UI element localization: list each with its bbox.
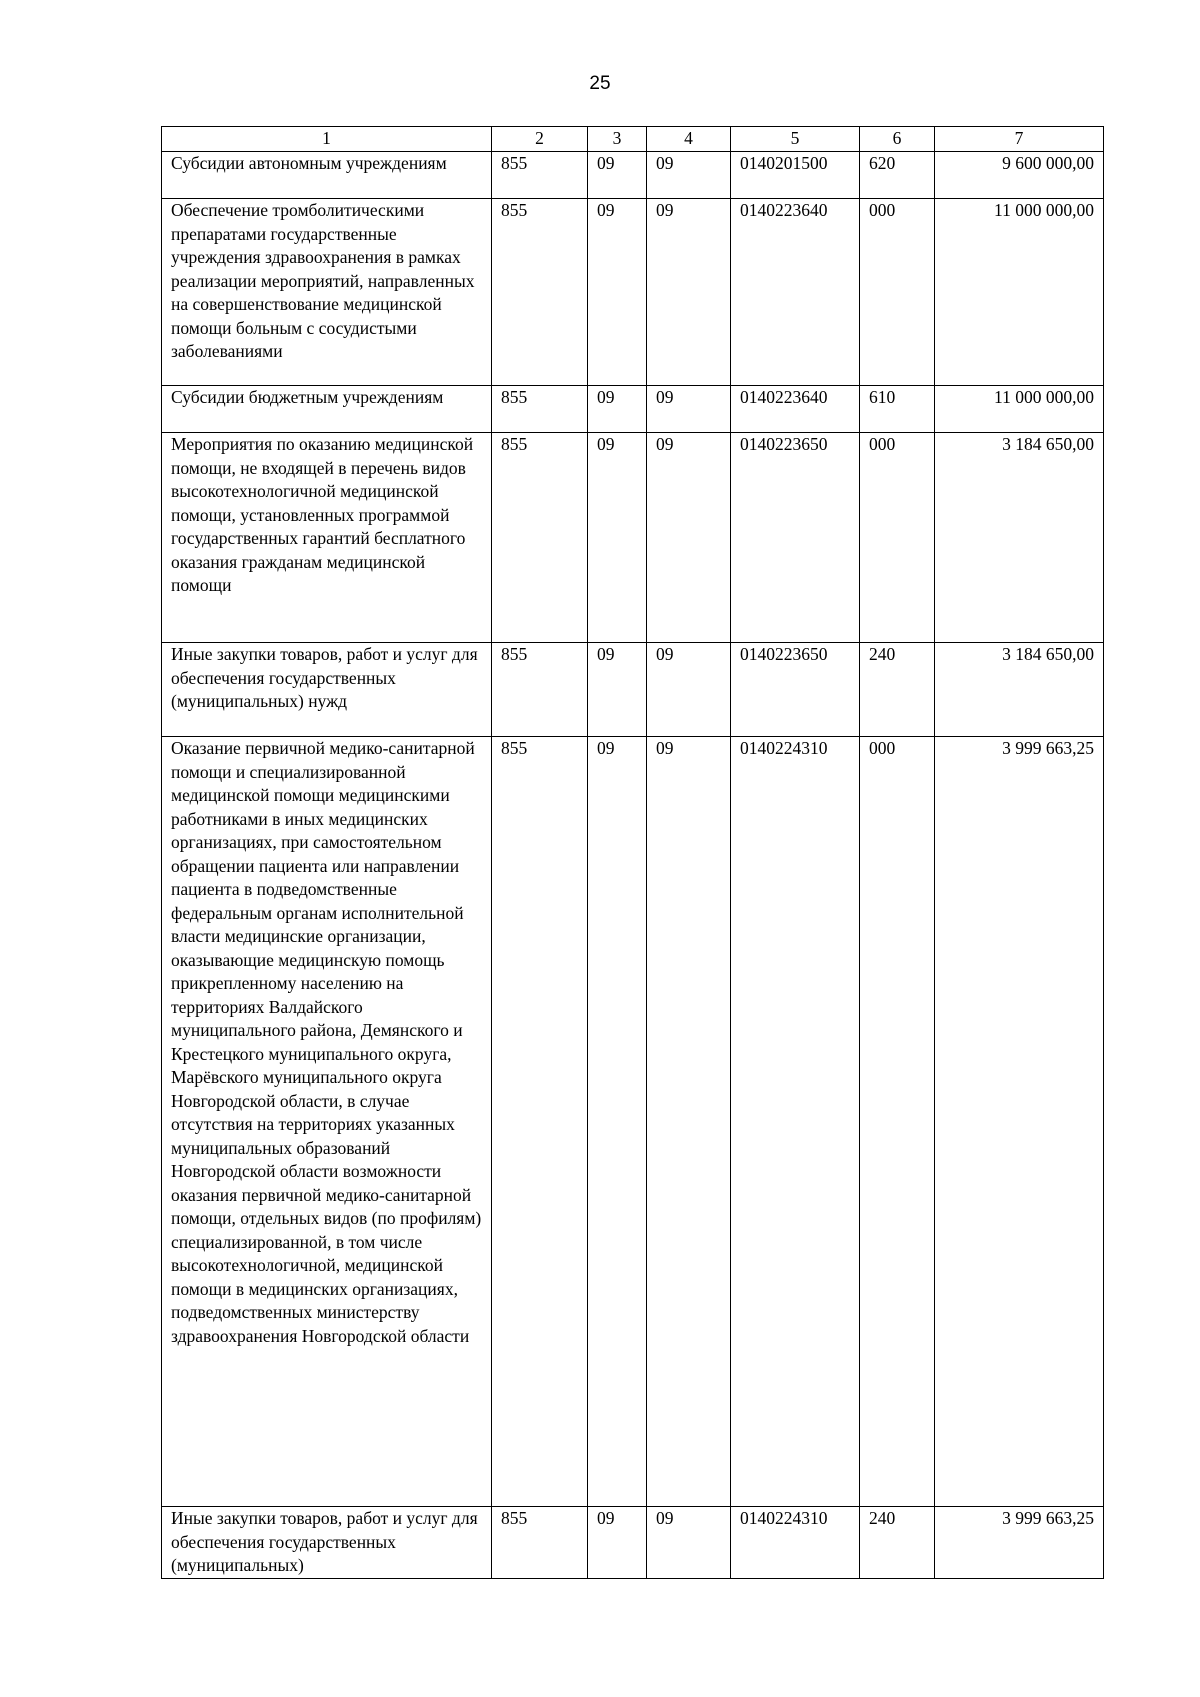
row-code-2: 855 bbox=[492, 152, 588, 199]
row-code-4: 09 bbox=[647, 152, 731, 199]
row-code-3: 09 bbox=[588, 1507, 647, 1579]
row-code-2: 855 bbox=[492, 199, 588, 386]
row-code-4: 09 bbox=[647, 199, 731, 386]
row-description: Иные закупки товаров, работ и услуг для обеспечения государственных (муниципальных) нужд bbox=[162, 643, 492, 737]
table-row bbox=[162, 643, 1104, 737]
column-header: 6 bbox=[860, 127, 935, 152]
row-code-2: 855 bbox=[492, 1507, 588, 1579]
column-header: 1 bbox=[162, 127, 492, 152]
row-code-2: 855 bbox=[492, 386, 588, 433]
row-code-6: 240 bbox=[860, 643, 935, 737]
row-code-4: 09 bbox=[647, 737, 731, 1507]
row-amount: 3 184 650,00 bbox=[935, 433, 1104, 643]
row-amount: 3 999 663,25 bbox=[935, 1507, 1104, 1579]
table-header-row bbox=[162, 127, 1104, 152]
row-amount: 3 999 663,25 bbox=[935, 737, 1104, 1507]
row-code-4: 09 bbox=[647, 386, 731, 433]
row-code-6: 000 bbox=[860, 199, 935, 386]
row-code-2: 855 bbox=[492, 433, 588, 643]
table-row bbox=[162, 433, 1104, 643]
row-code-2: 855 bbox=[492, 643, 588, 737]
row-code-5: 0140223650 bbox=[731, 433, 860, 643]
row-description: Обеспечение тромболитическими препаратами государственные учреждения здравоохранения в рамках реализации мероприятий, направленных на совершенствование медицинской помощи больным с сосудистыми заболеваниями bbox=[162, 199, 492, 386]
table-row bbox=[162, 386, 1104, 433]
row-code-3: 09 bbox=[588, 737, 647, 1507]
column-header: 2 bbox=[492, 127, 588, 152]
row-description: Мероприятия по оказанию медицинской помощи, не входящей в перечень видов высокотехнологичной медицинской помощи, установленных программой государственных гарантий бесплатного оказания гражданам медицинской помощи bbox=[162, 433, 492, 643]
row-code-6: 610 bbox=[860, 386, 935, 433]
row-code-3: 09 bbox=[588, 433, 647, 643]
row-amount: 3 184 650,00 bbox=[935, 643, 1104, 737]
table-row bbox=[162, 152, 1104, 199]
row-code-6: 000 bbox=[860, 433, 935, 643]
table-row bbox=[162, 1507, 1104, 1579]
row-code-3: 09 bbox=[588, 386, 647, 433]
column-header: 5 bbox=[731, 127, 860, 152]
column-header: 3 bbox=[588, 127, 647, 152]
row-description: Иные закупки товаров, работ и услуг для обеспечения государственных (муниципальных) bbox=[162, 1507, 492, 1579]
row-code-5: 0140224310 bbox=[731, 737, 860, 1507]
row-description: Субсидии автономным учреждениям bbox=[162, 152, 492, 199]
row-code-6: 240 bbox=[860, 1507, 935, 1579]
page-number: 25 bbox=[589, 73, 611, 94]
row-code-5: 0140224310 bbox=[731, 1507, 860, 1579]
row-code-5: 0140223640 bbox=[731, 386, 860, 433]
row-code-4: 09 bbox=[647, 643, 731, 737]
row-code-4: 09 bbox=[647, 1507, 731, 1579]
budget-table bbox=[161, 126, 1104, 1579]
row-amount: 11 000 000,00 bbox=[935, 386, 1104, 433]
row-code-2: 855 bbox=[492, 737, 588, 1507]
row-code-3: 09 bbox=[588, 199, 647, 386]
row-code-5: 0140223640 bbox=[731, 199, 860, 386]
table-row bbox=[162, 737, 1104, 1507]
row-code-5: 0140201500 bbox=[731, 152, 860, 199]
row-code-3: 09 bbox=[588, 643, 647, 737]
row-amount: 11 000 000,00 bbox=[935, 199, 1104, 386]
column-header: 4 bbox=[647, 127, 731, 152]
row-description: Оказание первичной медико-санитарной помощи и специализированной медицинской помощи медицинскими работниками в иных медицинских организациях, при самостоятельном обращении пациента или направлении пациента в подведомственные федеральным органам исполнительной власти медицинские организации, оказывающие медицинскую помощь прикрепленному населению на территориях Валдайского муниципального района, Демянского и Крестецкого муниципального округа, Марёвского муниципального округа Новгородской области, в случае отсутствия на территориях указанных муниципальных образований Новгородской области возможности оказания первичной медико-санитарной помощи, отдельных видов (по профилям) специализированной, в том числе высокотехнологичной, медицинской помощи в медицинских организациях, подведомственных министерству здравоохранения Новгородской области bbox=[162, 737, 492, 1507]
row-code-3: 09 bbox=[588, 152, 647, 199]
row-code-6: 620 bbox=[860, 152, 935, 199]
row-description: Субсидии бюджетным учреждениям bbox=[162, 386, 492, 433]
column-header: 7 bbox=[935, 127, 1104, 152]
row-code-5: 0140223650 bbox=[731, 643, 860, 737]
row-code-4: 09 bbox=[647, 433, 731, 643]
row-code-6: 000 bbox=[860, 737, 935, 1507]
row-amount: 9 600 000,00 bbox=[935, 152, 1104, 199]
table-row bbox=[162, 199, 1104, 386]
